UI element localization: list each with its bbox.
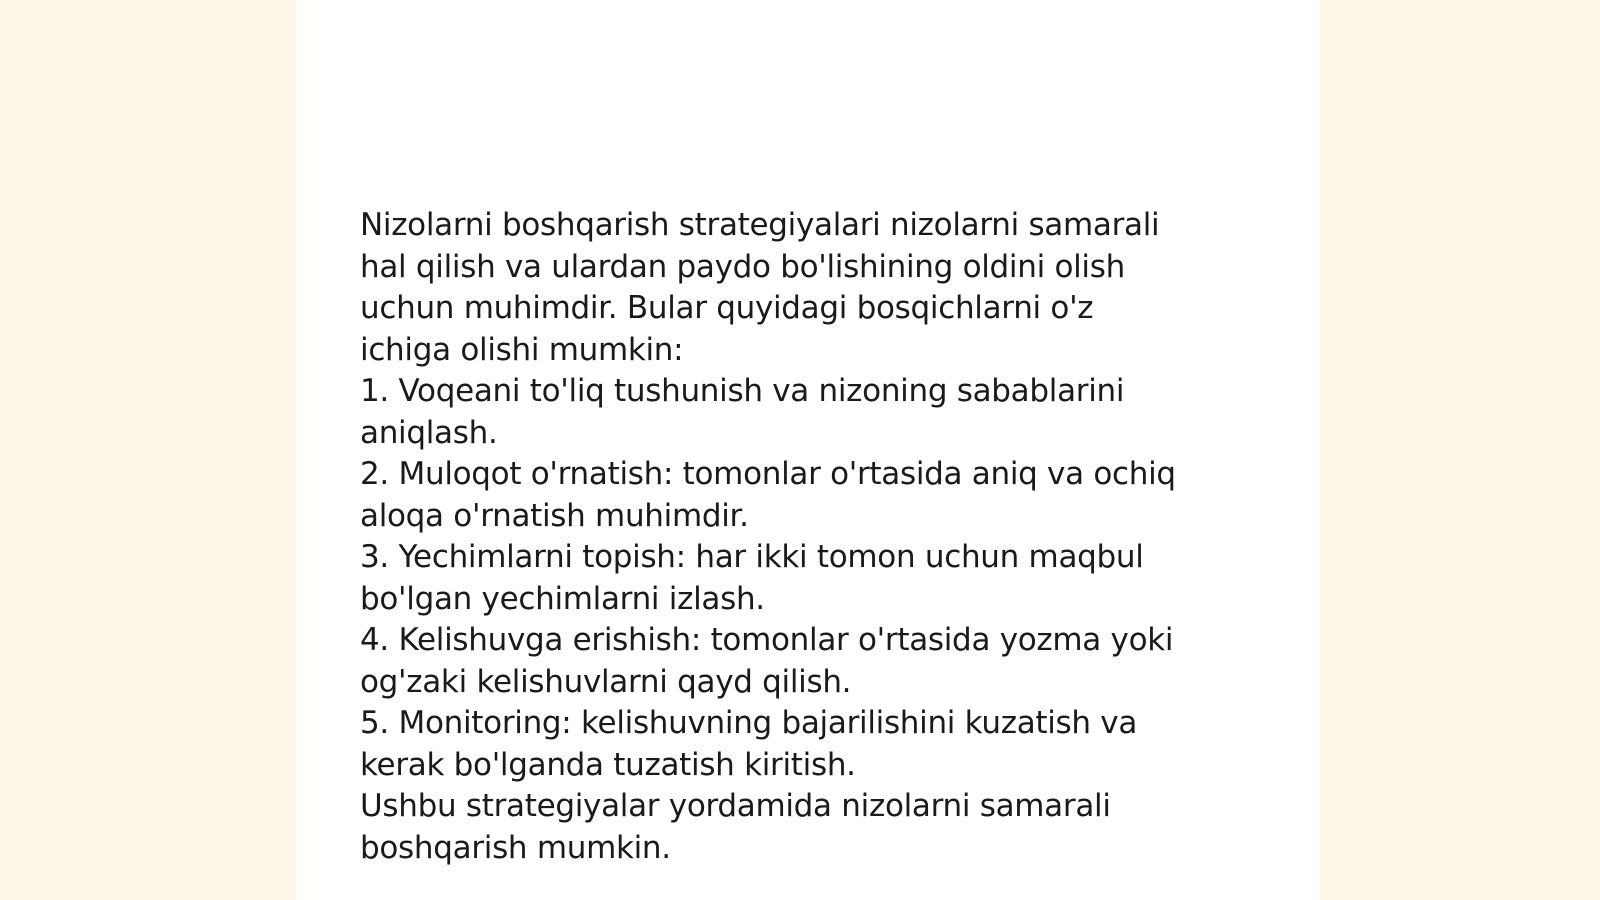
list-item-1-line: 1. Voqeani to'liq tushunish va nizoning sabablarini (360, 373, 1125, 409)
list-item-3-line: bo'lgan yechimlarni izlash. (360, 580, 765, 617)
list-item-4-line: og'zaki kelishuvlarni qayd qilish. (360, 663, 852, 700)
document-page (296, 0, 1320, 900)
list-item-3-line: 3. Yechimlarni topish: har ikki tomon uchun maqbul (360, 539, 1144, 575)
text-line: uchun muhimdir. Bular quyidagi bosqichlarni o'z (360, 290, 1094, 326)
list-item-5-line: kerak bo'lganda tuzatish kiritish. (360, 746, 856, 783)
document-body-text (360, 205, 1260, 869)
conclusion-line: boshqarish mumkin. (360, 829, 671, 866)
list-item-2-line: aloqa o'rnatish muhimdir. (360, 497, 749, 534)
text-line: Nizolarni boshqarish strategiyalari nizolarni samarali (360, 207, 1160, 243)
list-item-1-line: aniqlash. (360, 414, 498, 451)
text-line: hal qilish va ulardan paydo bo'lishining oldini olish (360, 248, 1125, 285)
list-item-5-line: 5. Monitoring: kelishuvning bajarilishini kuzatish va (360, 705, 1138, 741)
text-line: ichiga olishi mumkin: (360, 331, 684, 368)
list-item-4-line: 4. Kelishuvga erishish: tomonlar o'rtasida yozma yoki (360, 622, 1174, 658)
list-item-2-line: 2. Muloqot o'rnatish: tomonlar o'rtasida aniq va ochiq (360, 456, 1176, 492)
conclusion-line: Ushbu strategiyalar yordamida nizolarni samarali (360, 788, 1111, 824)
